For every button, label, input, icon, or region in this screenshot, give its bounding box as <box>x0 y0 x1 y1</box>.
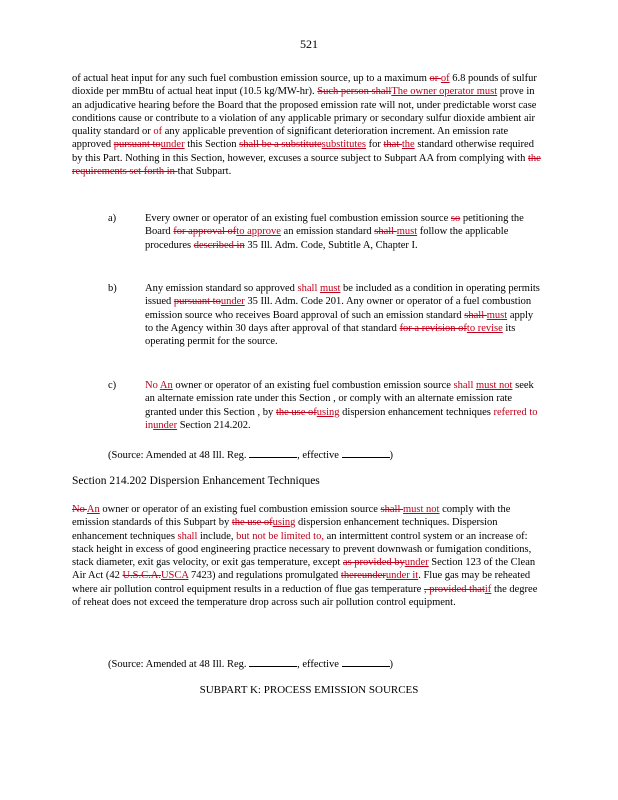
revised-text: shall <box>177 530 198 542</box>
inserted-text: the <box>401 139 415 151</box>
inserted-text: must not <box>403 504 440 515</box>
revised-text: No <box>145 380 160 391</box>
deleted-text: so <box>450 213 461 224</box>
inserted-text: of <box>440 73 450 84</box>
text-run: an intermittent control system or an increase of: stack height in excess of good engineering practice necessary to prevent downwash or fumigation conditions, stack diameter, exit gas velocity, or exit gas temperature, except <box>72 530 532 569</box>
inserted-text: under it <box>385 570 419 582</box>
blank-line <box>249 448 297 458</box>
revised-text: shall <box>297 283 320 294</box>
intro-paragraph <box>72 72 542 178</box>
deleted-text: described in <box>193 239 245 251</box>
deleted-text: for a revision of <box>399 322 467 334</box>
item-b <box>108 282 542 348</box>
deleted-text: U.S.C.A. <box>122 570 161 582</box>
deleted-text: Such person shall <box>317 86 392 98</box>
revised-text: referred to in <box>145 406 538 431</box>
text-run: apply to the Agency within 30 days after approval of that standard <box>145 309 534 334</box>
deleted-text: shall <box>374 226 397 238</box>
source-note-2 <box>108 657 393 671</box>
deleted-text: the requirements set forth in <box>72 152 541 178</box>
deleted-text: that <box>383 139 402 151</box>
revised-text: shall <box>453 380 477 391</box>
inserted-text: An <box>159 380 173 391</box>
blank-line <box>342 657 390 667</box>
item-b-text <box>145 282 542 348</box>
text-run: . Flue gas may be reheated where air pollution control equipment results in a reduction of flue gas temperature <box>72 570 531 595</box>
inserted-text: must <box>396 226 418 238</box>
deleted-text: the use of <box>275 406 317 418</box>
subpart-heading: SUBPART K: PROCESS EMISSION SOURCES <box>199 684 419 696</box>
source-note-1-suffix: ) <box>389 450 394 461</box>
item-b-label: b) <box>108 283 117 294</box>
inserted-text: under <box>220 296 245 308</box>
text-run: dispersion enhancement techniques. Dispersion enhancement techniques <box>72 517 498 542</box>
deleted-text: for approval of <box>173 226 237 238</box>
text-run: be included as a condition in operating permits issued <box>145 283 540 308</box>
section-paragraph <box>72 503 542 609</box>
deleted-text: shall <box>380 504 404 515</box>
text-run: include, <box>197 530 237 542</box>
inserted-text: under <box>153 419 178 431</box>
text-run: Every owner or operator of an existing fuel combustion emission source <box>145 213 451 224</box>
page-number: 521 <box>300 37 318 51</box>
inserted-text: must <box>320 283 341 294</box>
text-run: of actual heat input for any such fuel combustion emission source, up to a maximum <box>72 73 430 84</box>
deleted-text: the use of <box>231 517 273 529</box>
text-run: 35 Ill. Adm. Code, Subtitle A, Chapter I. <box>244 239 418 251</box>
text-run: 7423) and regulations promulgated <box>188 570 341 582</box>
text-run: owner or operator of an existing fuel combustion emission source <box>172 380 454 391</box>
item-c-label: c) <box>108 380 117 391</box>
text-run: owner or operator of an existing fuel combustion emission source <box>99 504 381 515</box>
inserted-text: must <box>486 309 508 321</box>
item-a-label: a) <box>108 213 117 224</box>
text-run: comply with the emission standards of this Subpart by <box>72 504 511 529</box>
blank-line <box>342 448 390 458</box>
inserted-text: to revise <box>466 322 503 334</box>
source-note-1 <box>108 448 393 462</box>
text-run: 35 Ill. Adm. Code 201. Any owner or operator of a fuel combustion emission source who receives Board approval of such an emission standard <box>145 296 532 321</box>
inserted-text: USCA <box>160 570 189 582</box>
inserted-text: using <box>316 406 340 418</box>
inserted-text: The owner operator must <box>391 86 498 98</box>
inserted-text: under <box>404 557 429 569</box>
item-c <box>108 379 542 432</box>
text-run: petitioning the Board <box>145 213 524 238</box>
text-run: seek an alternate emission rate under this Section , or comply with an alternate emission rate granted under this Section , by <box>145 380 534 418</box>
deleted-text: thereunder <box>340 570 386 582</box>
deleted-text: or <box>429 73 441 84</box>
source-note-1-prefix: (Source: Amended at 48 Ill. Reg. <box>108 450 250 461</box>
section-heading: Section 214.202 Dispersion Enhancement Techniques <box>72 475 320 487</box>
text-run: any applicable prevention of significant deterioration increment. An emission rate approved <box>72 126 509 151</box>
text-run: this Section <box>184 139 240 151</box>
deleted-text: pursuant to <box>173 296 221 308</box>
text-run: Any emission standard so approved <box>145 283 298 294</box>
item-a <box>108 212 542 252</box>
text-run: for <box>366 139 384 151</box>
inserted-text: An <box>86 504 100 515</box>
deleted-text: shall be a substitute <box>239 139 322 151</box>
source-note-1-middle: , effective <box>297 450 342 461</box>
source-note-2-middle: , effective <box>297 659 342 670</box>
source-note-2-prefix: (Source: Amended at 48 Ill. Reg. <box>108 659 250 670</box>
deleted-text: as provided by <box>342 557 405 569</box>
deleted-text: shall <box>464 309 487 321</box>
text-run: Section 123 of the Clean Air Act (42 <box>72 557 536 582</box>
text-run: Section 214.202. <box>177 419 251 431</box>
inserted-text: to approve <box>236 226 281 238</box>
deleted-text: No <box>72 504 87 515</box>
item-a-text <box>145 212 542 252</box>
text-run: its operating permit for the source. <box>145 322 516 348</box>
revised-text: but not be limited to, <box>236 530 324 542</box>
text-run: that Subpart. <box>177 166 232 178</box>
text-run: the degree of reheat does not exceed the temperature drop across such air pollution control equipment. <box>72 583 538 609</box>
inserted-text: must not <box>476 380 513 391</box>
inserted-text: substitutes <box>321 139 366 151</box>
revised-text: of <box>153 126 163 138</box>
inserted-text: using <box>272 517 296 529</box>
deleted-text: , provided that <box>423 583 485 595</box>
item-c-text <box>145 379 542 432</box>
source-note-2-suffix: ) <box>389 659 394 670</box>
blank-line <box>249 657 297 667</box>
text-run: an emission standard <box>280 226 375 238</box>
text-run: dispersion enhancement techniques <box>339 406 494 418</box>
text-run: prove in an adjudicative hearing before the Board that the proposed emission rate will not, under predictable worst case conditions cause or contribute to a violation of any applicable primary or secondary sulfur dioxide ambient air quality standard or <box>72 86 537 138</box>
text-run: 6.8 pounds of sulfur dioxide per mmBtu of actual heat input (10.5 kg/MW-hr). <box>72 73 537 98</box>
inserted-text: if <box>484 583 492 595</box>
text-run: standard otherwise required by this Part. Nothing in this Section, however, excuses a source subject to Subpart AA from complying with <box>72 139 534 164</box>
deleted-text: pursuant to <box>113 139 161 151</box>
inserted-text: under <box>160 139 185 151</box>
text-run: follow the applicable procedures <box>145 226 509 251</box>
